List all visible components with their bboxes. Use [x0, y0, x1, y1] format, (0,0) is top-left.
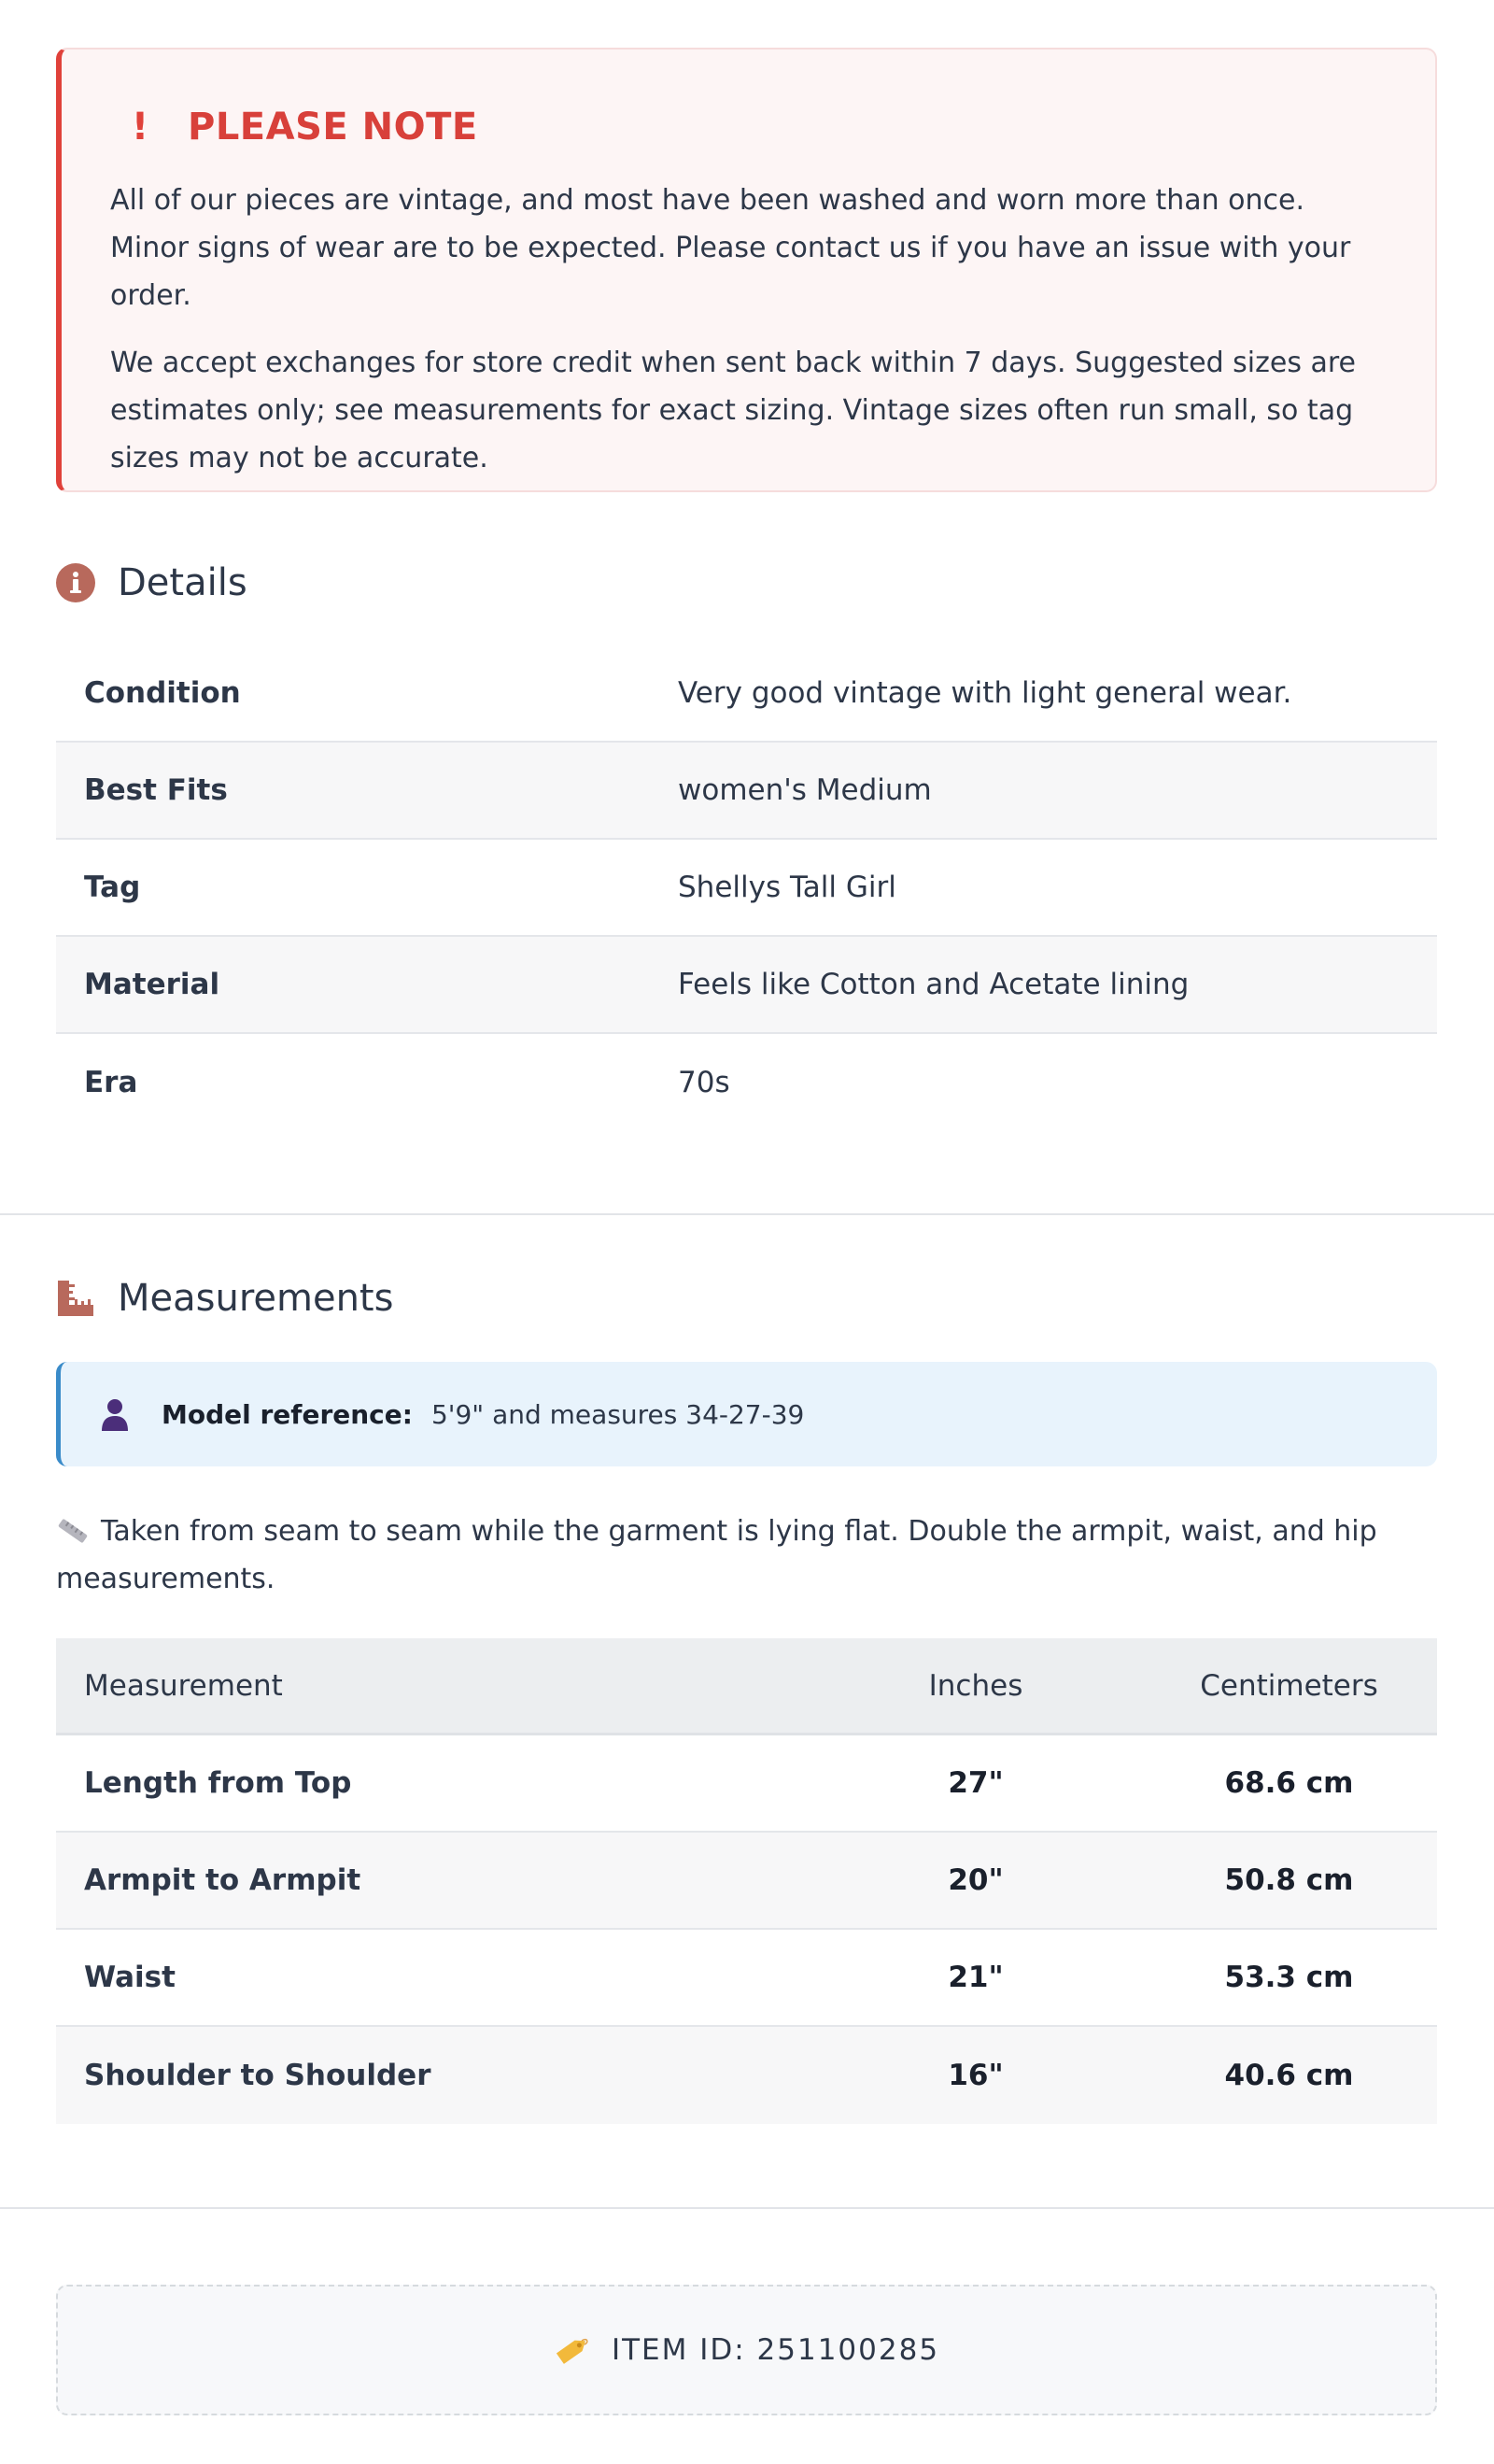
measurement-inches: 16" [948, 2059, 1004, 2092]
notice-paragraph: All of our pieces are vintage, and most have been washed and worn more than once. Minor signs of wear are to be expected. Please contact us if you have an issue with your order. [110, 184, 1351, 312]
measurement-cm: 68.6 cm [1224, 1766, 1354, 1800]
details-label: Condition [84, 676, 241, 710]
table-body [56, 1735, 1437, 2124]
details-value: 70s [678, 1066, 730, 1099]
notice-paragraph: We accept exchanges for store credit when sent back within 7 days. Suggested sizes are estimates only; see measurements for exact sizing. Vintage sizes often run small, so tag sizes may not be accurate. [110, 347, 1357, 474]
details-value: women's Medium [678, 773, 932, 807]
info-circle-icon [56, 563, 95, 602]
tag-icon [554, 2331, 591, 2369]
measurement-inches: 27" [948, 1766, 1004, 1800]
measurement-cm: 50.8 cm [1224, 1863, 1354, 1897]
column-header: Inches [928, 1668, 1023, 1703]
straight-ruler-icon [56, 1511, 90, 1537]
measurements-table [56, 1638, 1437, 2124]
column-header: Centimeters [1200, 1668, 1378, 1703]
notice-title: PLEASE NOTE [188, 106, 478, 149]
model-reference-label: Model reference: [162, 1398, 413, 1430]
details-heading [56, 561, 247, 604]
details-title: Details [118, 561, 247, 604]
table-row [56, 1930, 1437, 2027]
item-id-box [56, 2285, 1437, 2415]
measurement-cm: 40.6 cm [1224, 2059, 1354, 2092]
details-label: Best Fits [84, 773, 228, 807]
measurement-name: Shoulder to Shoulder [84, 2059, 431, 2092]
measuring-note-text: Taken from seam to seam while the garment is lying flat. Double the armpit, waist, and hip measurements. [56, 1515, 1377, 1595]
model-reference-box [56, 1362, 1437, 1466]
details-value: Feels like Cotton and Acetate lining [678, 968, 1190, 1001]
details-value: Very good vintage with light general wear. [678, 676, 1292, 710]
measurement-name: Waist [84, 1961, 176, 1994]
measurement-cm: 53.3 cm [1224, 1961, 1354, 1994]
details-value: Shellys Tall Girl [678, 871, 896, 904]
notice-box [56, 48, 1437, 492]
table-row [56, 2027, 1437, 2124]
details-row [56, 743, 1437, 840]
details-table [56, 645, 1437, 1131]
section-divider [0, 1213, 1494, 1215]
details-label: Era [84, 1066, 138, 1099]
details-row [56, 840, 1437, 937]
details-label: Material [84, 968, 220, 1001]
ruler-icon [56, 1279, 95, 1318]
details-row [56, 1034, 1437, 1131]
measurement-inches: 21" [948, 1961, 1004, 1994]
column-header: Measurement [84, 1668, 283, 1703]
details-row [56, 937, 1437, 1034]
measurements-title: Measurements [118, 1277, 394, 1320]
section-divider [0, 2207, 1494, 2209]
model-reference-text: 5'9" and measures 34-27-39 [430, 1398, 805, 1430]
notice-header [110, 104, 1387, 150]
table-row [56, 1833, 1437, 1930]
exclamation-icon: ! [131, 106, 149, 149]
measurement-name: Armpit to Armpit [84, 1863, 361, 1897]
measuring-note [56, 1508, 1401, 1603]
person-icon [96, 1395, 134, 1433]
table-header-row [56, 1638, 1437, 1735]
measurements-heading [56, 1277, 393, 1320]
item-id-label: ITEM ID: 251100285 [611, 2333, 940, 2367]
measurement-name: Length from Top [84, 1766, 352, 1800]
details-row [56, 645, 1437, 743]
table-row [56, 1735, 1437, 1833]
measurement-inches: 20" [948, 1863, 1004, 1897]
details-label: Tag [84, 871, 141, 904]
